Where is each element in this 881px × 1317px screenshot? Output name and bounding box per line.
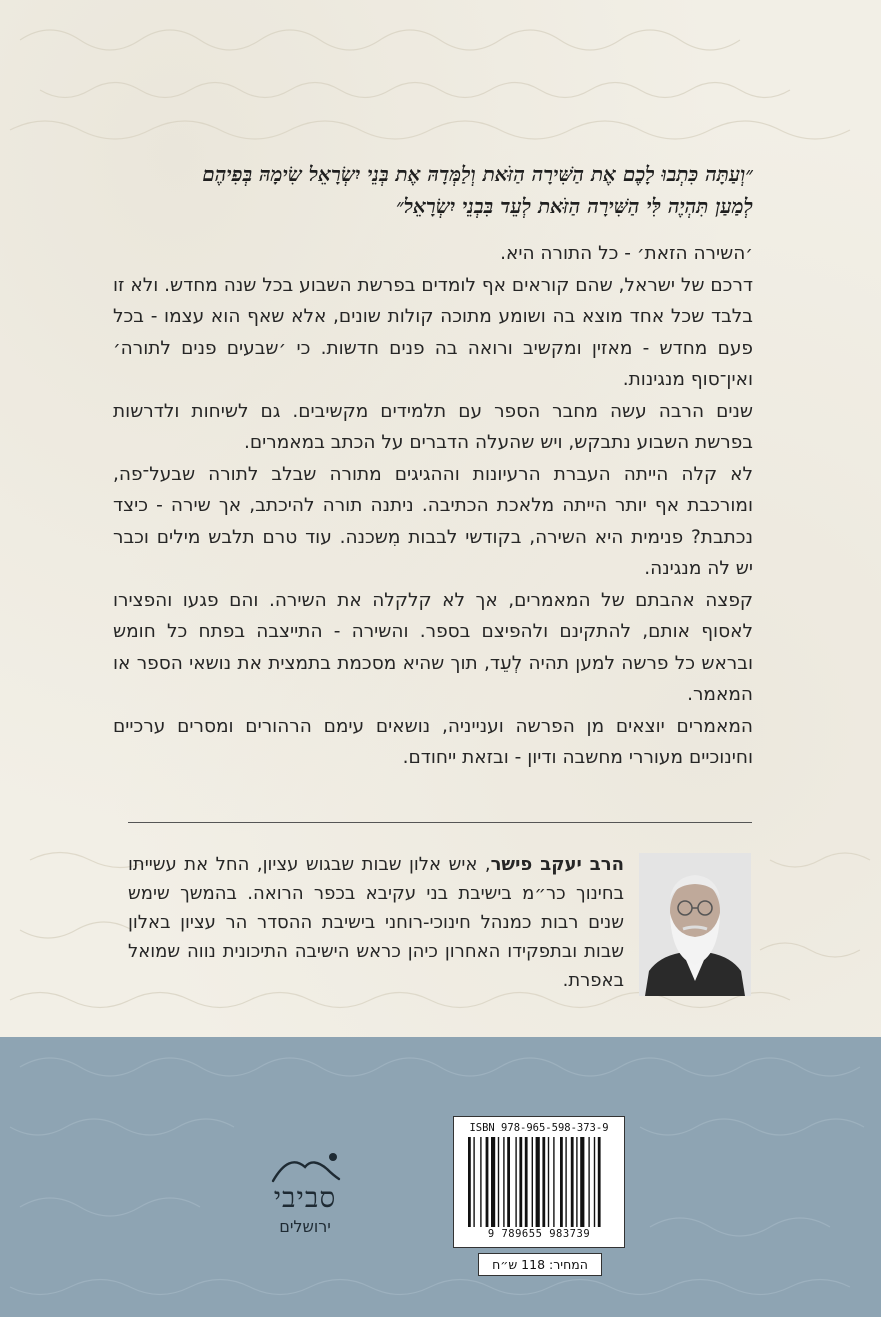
author-portrait-icon [639, 853, 751, 996]
hills-and-sun-icon [255, 1145, 355, 1185]
author-photo [639, 853, 751, 996]
blurb-paragraph-4: לא קלה הייתה העברת הרעיונות וההגיגים מתורה שבלב לתורה שבעל־פה, ומורכבת אף יותר הייתה מלאכת הכתיבה. ניתנה תורה להיכתב, אך שירה - כיצד נכתבת? פנימית היא השירה, בקודשי לבבות מִשכנה. עוד טרם תלבש מילים וכבר יש לה מנגינה. [113, 463, 753, 579]
author-bio-text: , איש אלון שבות שבגוש עציון, החל את עשייתו בחינוך כר״מ בישיבת בני עקיבא בכפר הרואה. בהמשך שימש שנים רבות כמנהל חינוכי-רוחני בישיבת ההסדר הר עציון באלון שבות ובתפקידו האחרון כיהן כראש הישיבה התיכונית נווה שמואל באפרת. [128, 854, 624, 991]
quote-line-2: לְמַעַן תִּהְיֶה לִּי הַשִּׁירָה הַזֹּאת לְעֵד בִּבְנֵי יִשְׂרָאֵל״ [396, 194, 753, 218]
blurb-paragraph-3: שנים הרבה עשה מחבר הספר עם תלמידים מקשיבים. גם לשיחות ולדרשות בפרשת השבוע נתבקש, ויש שהעלה הדברים על הכתב במאמרים. [113, 400, 753, 453]
blurb-paragraph-5: קפצה אהבתם של המאמרים, אך לא קלקלה את השירה. והם פגעו והפצירו לאסוף אותם, להתקינם ולהפיצם בספר. והשירה - התייצבה בפתח כל חומש ובראש כל פרשה למען תהיה לְעֵד, תוך שהיא מסכמת בתמצית את נושאי הספר או המאמר. [113, 589, 753, 705]
publisher-logo [255, 1145, 355, 1240]
publisher-name: סביבי [273, 1181, 337, 1214]
blurb-paragraph-6: המאמרים יוצאים מן הפרשה וענייניה, נושאים עימם הרהורים ומסרים ערכיים וחינוכיים מעוררי מחשבה ודיון - ובזאת ייחודם. [113, 715, 753, 768]
author-bio [128, 850, 624, 995]
isbn-label: ISBN 978-965-598-373-9 [469, 1122, 609, 1134]
price-tag: המחיר: 118 ש״ח [478, 1253, 602, 1276]
bottom-color-band [0, 1037, 881, 1317]
section-divider [128, 822, 752, 823]
band-handwriting-texture [0, 1037, 881, 1317]
author-name: הרב יעקב פישר [490, 854, 624, 875]
blurb-paragraph-1: ׳השירה הזאת׳ - כל התורה היא. [500, 243, 753, 264]
blurb-text [113, 238, 753, 774]
barcode-digits: 9 789655 983739 [487, 1228, 591, 1240]
isbn-barcode [453, 1116, 625, 1248]
quote-line-1: ״וְעַתָּה כִּתְבוּ לָכֶם אֶת הַשִּׁירָה הַזֹּאת וְלַמְּדָהּ אֶת בְּנֵי יִשְׂרָאֵל שִׂימָהּ בְּפִיהֶם [202, 162, 753, 186]
publisher-city: ירושלים [279, 1217, 331, 1236]
opening-verse-quote [113, 158, 753, 222]
blurb-paragraph-2: דרכם של ישראל, שהם קוראים אף לומדים בפרשת השבוע בכל שנה מחדש. ולא זו בלבד שכל אחד מוצא בה ושומע מתוכה קולות שונים, אלא שאף הוא עצמו - בכל פעם מחדש - מאזין ומקשיב ורואה בה פנים חדשות. כי ׳שבעים פנים לתורה׳ ואין־סוף מנגינות. [113, 274, 753, 390]
